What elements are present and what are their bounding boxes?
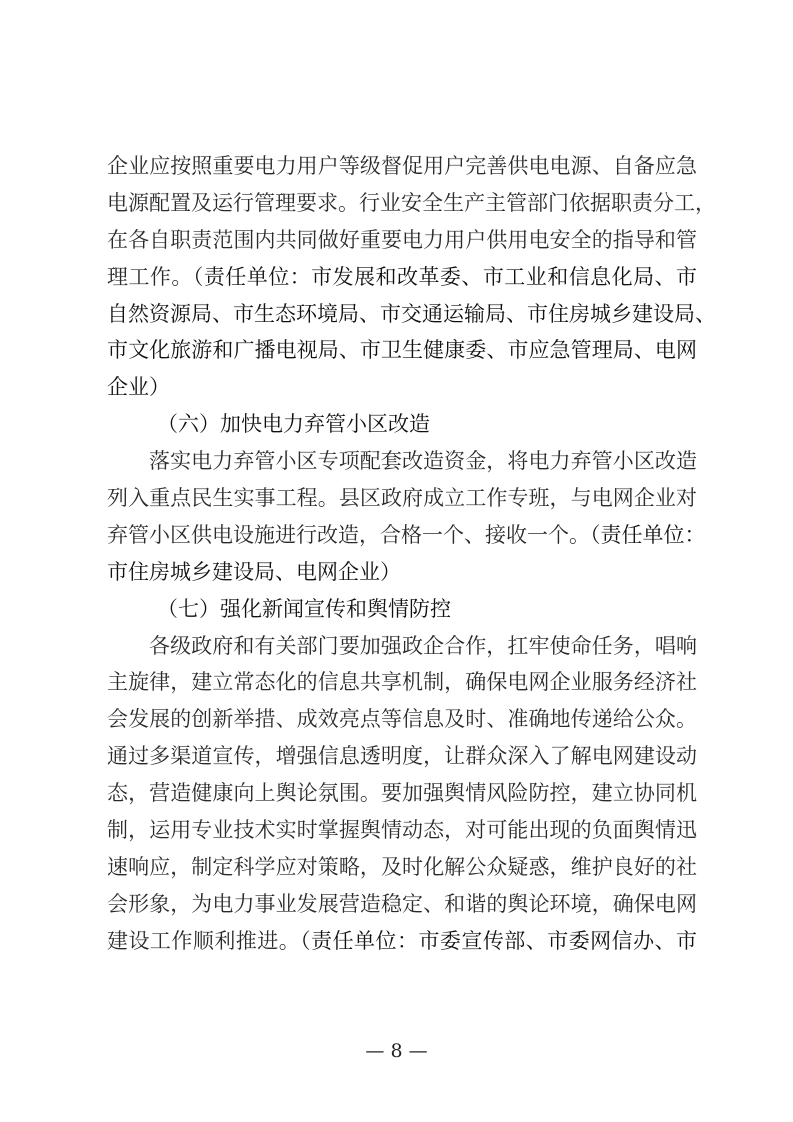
responsibility-text: 市住房城乡建设局、电网企业） <box>107 559 401 584</box>
responsibility-text: （责任单位：市发展和改革委、市工业和信息化局、市 <box>192 264 698 289</box>
text-line <box>107 148 697 185</box>
responsibility-text: 自然资源局、市生态环境局、市交通运输局、市住房城乡建设局、 <box>107 301 716 326</box>
body-text: 理工作。 <box>107 264 193 289</box>
text-line <box>107 701 697 738</box>
text-line <box>107 554 697 591</box>
text-line <box>107 886 697 923</box>
body-text: 各级政府和有关部门要加强政企合作，扛牢使命任务，唱响 <box>149 633 697 658</box>
body-text: 制，运用专业技术实时掌握舆情动态，对可能出现的负面舆情迅 <box>107 818 697 843</box>
text-line <box>107 664 697 701</box>
body-text: 建设工作顺利推进。 <box>107 928 301 953</box>
body-text: 会形象，为电力事业发展营造稳定、和谐的舆论环境，确保电网 <box>107 891 697 916</box>
text-line <box>107 738 697 775</box>
body-text: 企业应按照重要电力用户等级督促用户完善供电电源、自备应急 <box>107 154 697 178</box>
text-line <box>107 443 697 480</box>
body-text: 在各自职责范围内共同做好重要电力用户供用电安全的指导和管 <box>107 227 697 252</box>
text-line <box>107 369 697 406</box>
section-heading <box>107 406 697 443</box>
body-text: 通过多渠道宣传，增强信息透明度，让群众深入了解电网建设动 <box>107 744 697 769</box>
text-line <box>107 812 697 849</box>
body-text: 会发展的创新举措、成效亮点等信息及时、准确地传递给公众。 <box>107 707 697 732</box>
text-line <box>107 775 697 812</box>
text-line <box>107 923 697 960</box>
text-line <box>107 517 706 554</box>
text-line <box>107 259 697 296</box>
responsibility-text: 企业） <box>107 375 170 400</box>
text-line <box>107 849 697 886</box>
body-text: 速响应，制定科学应对策略，及时化解公众疑惑，维护良好的社 <box>107 854 697 879</box>
text-line <box>107 222 697 259</box>
responsibility-text: （责任单位： <box>590 522 706 547</box>
body-text: 主旋律，建立常态化的信息共享机制，确保电网企业服务经济社 <box>107 670 697 695</box>
body-text: 弃管小区供电设施进行改造，合格一个、接收一个。 <box>107 522 590 547</box>
responsibility-text: （责任单位：市委宣传部、市委网信办、市 <box>300 928 698 953</box>
text-line <box>107 296 716 333</box>
page-number: — 8 — <box>365 1040 428 1062</box>
body-text: 落实电力弃管小区专项配套改造资金，将电力弃管小区改造 <box>149 449 697 474</box>
section-heading <box>107 591 697 628</box>
responsibility-text: （六）加快电力弃管小区改造 <box>157 412 430 437</box>
body-text: 电源配置及运行管理要求。行业安全生产主管部门依据职责分工， <box>107 190 716 215</box>
responsibility-text: （七）强化新闻宣传和舆情防控 <box>157 596 451 621</box>
text-line <box>107 628 697 665</box>
document-body <box>107 148 716 960</box>
responsibility-text: 市文化旅游和广播电视局、市卫生健康委、市应急管理局、电网 <box>107 338 697 363</box>
text-line <box>107 185 716 222</box>
text-line <box>107 480 697 517</box>
text-line <box>107 332 697 369</box>
body-text: 列入重点民生实事工程。县区政府成立工作专班，与电网企业对 <box>107 486 697 511</box>
body-text: 态，营造健康向上舆论氛围。要加强舆情风险防控，建立协同机 <box>107 781 697 806</box>
